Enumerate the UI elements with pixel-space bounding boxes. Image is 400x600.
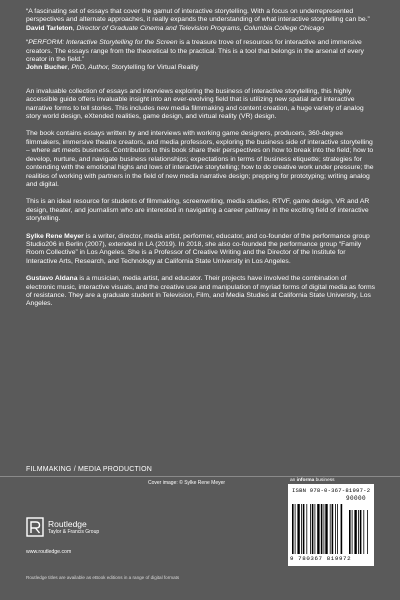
description-paragraph-1: An invaluable collection of essays and interviews exploring the business of interactive storytelling, this highly accessible guide offers invaluable insight into an ever-evolving field that is utilizing new spatial and interactive narrative forms to tell stories. This includes new media filmmaking and content creation, a huge variety of analog story world design, eXtended realities, game design, and virtual reality (VR) design. — [26, 87, 364, 121]
informa-prefix: an — [290, 478, 297, 483]
informa-business-line — [290, 478, 335, 483]
description-paragraph-2: The book contains essays written by and interviews with working game designers, producers, 360-degree filmmakers, immersive theatre creators, and media professors, exploring the business side of interactive storytelling – where art meets business. Contributors to this book share their perspectives on how to break into the field; how to develop, nurture, and navigate business relationships; expectations in terms of business etiquette; strategies for contending with the emotional highs and lows of interactive storytelling; how to do creative work under pressure; the realities of working with partners in the field of new media narrative design; prepping for prototyping; writing analog and digital. — [26, 130, 374, 188]
quote-2-affiliation: Storytelling for Virtual Reality — [109, 64, 199, 72]
subject-category: FILMMAKING / MEDIA PRODUCTION — [26, 466, 152, 473]
quote-1-author: David Tarleton — [26, 24, 73, 32]
author-bio-1-name: Sylke Rene Meyer — [26, 232, 84, 240]
author-bio-2-name: Gustavo Aldana — [26, 275, 78, 283]
quote-2-author: John Bucher — [26, 64, 68, 72]
description-paragraph-3: This is an ideal resource for students of filmmaking, screenwriting, media studies, RTVF, game design, VR and AR design, theater, and journalism who are interested in navigating a career pathway in the exciting field of interactive storytelling. — [26, 198, 370, 223]
barcode-digits: 9 780367 819972 — [290, 555, 352, 562]
author-bio-1-text: is a writer, director, media artist, performer, educator, and co-founder of the performance group Studio206 in Berlin (2007), extended in LA (2019). In 2018, she also co-founded the performance group “Family Room Collective” in Los Angeles. She is a Professor of Creative Writing and the Director of the Institute for Interactive Arts, Research, and Technology at California State University in Los Angeles. — [26, 232, 370, 265]
price-addon: 90000 — [346, 495, 367, 502]
author-bio-1 — [26, 233, 376, 267]
informa-suffix: business — [314, 478, 335, 483]
ebook-footnote: Routledge titles are available as eBook editions in a range of digital formats — [26, 575, 180, 580]
cover-text — [26, 8, 376, 318]
isbn-text: ISBN 978-0-367-81997-2 — [292, 487, 371, 494]
barcode-bars-icon — [292, 504, 370, 554]
cover-image-credit: Cover image: © Sylke Rene Meyer — [148, 480, 226, 486]
publisher-group: Taylor & Francis Group — [48, 528, 100, 535]
divider — [0, 476, 400, 477]
quote-2-affiliation-italic: PhD, Author, — [71, 64, 110, 72]
author-bio-2-text: is a musician, media artist, and educator. Their projects have involved the combination of electronic music, interactive visuals, and the creative use and manipulation of myriad forms of digital media as forms of resistance. They are a graduate student in Television, Film, and Media Studies at California State University, Los Angeles. — [26, 275, 376, 308]
quote-2: “PERFORM: Interactive Storytelling for the Screen is a treasure trove of resources for interactive and immersive creators. The essays range from the theoretical to the practical. This is a tool that belongs in the arsenal of every creator in the field.” John Bucher, PhD, Author, Storytelling for Virtual Reality — [26, 39, 364, 72]
publisher-name: Routledge — [48, 518, 87, 529]
publisher-logo — [26, 517, 99, 537]
quote-1-text: “A fascinating set of essays that cover the gamut of interactive storytelling. With a focus on underrepresented perspectives and alternate approaches, it really expands the understanding of what interactive storytelling can be.” — [26, 8, 370, 24]
informa-word: informa — [296, 478, 315, 483]
author-bio-2 — [26, 275, 376, 309]
quote-1: “A fascinating set of essays that cover the gamut of interactive storytelling. With a focus on underrepresented perspectives and alternate approaches, it really expands the understanding of what interactive storytelling can be.” David Tarleton, Director of Graduate Cinema and Television Programs, Columbia College Chicago — [26, 8, 370, 32]
quote-2-text: is a treasure trove of resources for interactive and immersive creators. The essays range from the theoretical to the practical. This is a tool that belongs in the arsenal of every creator in the field.” — [26, 39, 364, 64]
quote-2-book-title: PERFORM: Interactive Storytelling for the Screen — [28, 39, 178, 47]
routledge-logo-icon — [26, 517, 44, 537]
quote-2-open-quote: “ — [26, 39, 29, 47]
isbn-barcode — [288, 484, 374, 566]
quote-1-affiliation: Director of Graduate Cinema and Television Programs, Columbia College Chicago — [76, 24, 325, 32]
publisher-website: www.routledge.com — [26, 549, 72, 555]
